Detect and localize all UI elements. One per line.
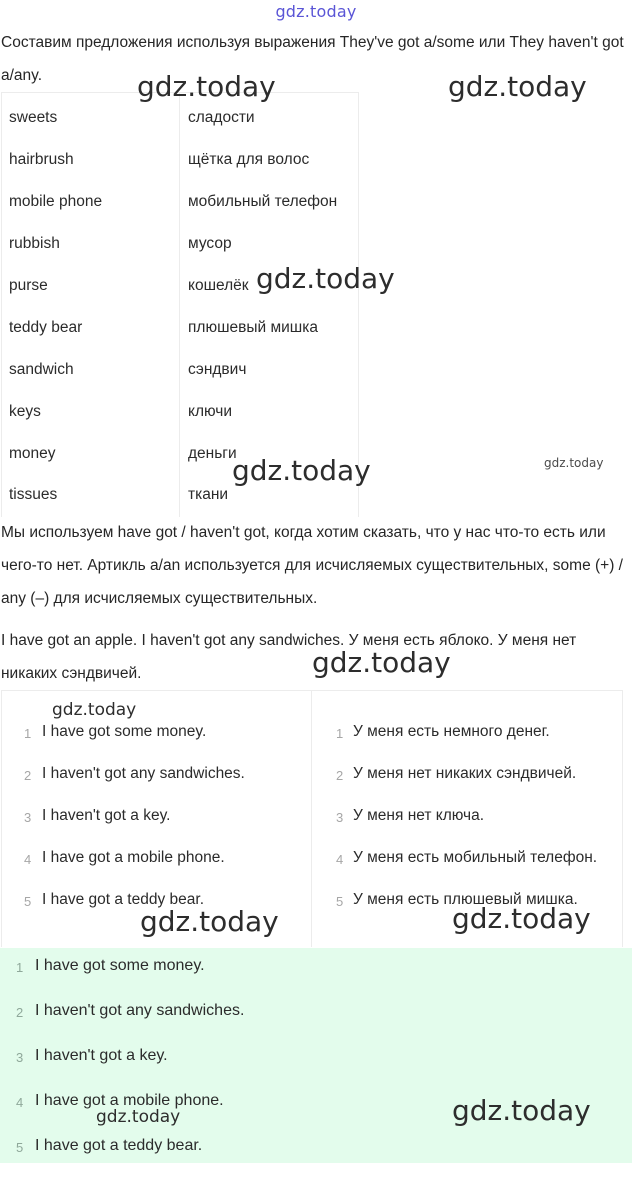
answer-number: 4 bbox=[16, 1095, 24, 1110]
list-item bbox=[0, 1047, 632, 1087]
russian-sentence: У меня нет никаких сэндвичей. bbox=[353, 765, 577, 782]
task-intro: Составим предложения используя выражения They've got a/some или They haven't got a/any. bbox=[1, 34, 624, 84]
table-row bbox=[2, 349, 358, 391]
table-row bbox=[2, 181, 358, 223]
russian-word: сэндвич bbox=[188, 361, 247, 378]
answer-text: I haven't got any sandwiches. bbox=[35, 1002, 245, 1019]
table-row bbox=[2, 765, 310, 805]
sentence-number: 1 bbox=[24, 726, 32, 741]
russian-sentence: У меня есть немного денег. bbox=[353, 723, 550, 740]
list-item bbox=[0, 1137, 632, 1177]
english-word: purse bbox=[9, 277, 48, 294]
russian-word: ключи bbox=[188, 403, 233, 420]
russian-word: деньги bbox=[188, 445, 237, 462]
answer-block bbox=[0, 948, 632, 1163]
watermark: gdz.today bbox=[452, 1094, 591, 1127]
english-word: mobile phone bbox=[9, 193, 103, 210]
russian-word: сладости bbox=[188, 109, 255, 126]
table-row bbox=[2, 223, 358, 265]
watermark: gdz.today bbox=[256, 262, 395, 295]
table-row bbox=[2, 307, 358, 349]
sentence-number: 4 bbox=[24, 852, 32, 867]
watermark: gdz.today bbox=[312, 646, 451, 679]
answer-number: 5 bbox=[16, 1140, 24, 1155]
english-word: hairbrush bbox=[9, 151, 74, 168]
sentence-number: 2 bbox=[24, 768, 32, 783]
watermark: gdz.today bbox=[232, 454, 371, 487]
answer-number: 1 bbox=[16, 960, 24, 975]
watermark: gdz.today bbox=[544, 456, 604, 470]
table-row bbox=[312, 849, 622, 889]
answer-text: I haven't got a key. bbox=[35, 1047, 168, 1064]
russian-sentence: У меня есть мобильный телефон. bbox=[353, 849, 598, 866]
english-sentence: I haven't got a key. bbox=[42, 807, 171, 824]
table-row bbox=[2, 391, 358, 433]
answer-text: I have got some money. bbox=[35, 957, 205, 974]
watermark: gdz.today bbox=[96, 1107, 181, 1127]
russian-word: плюшевый мишка bbox=[188, 319, 318, 336]
grammar-example: I have got an apple. I haven't got any sandwiches. У меня есть яблоко. У меня нет никаких сэндвичей. bbox=[1, 632, 577, 682]
watermark: gdz.today bbox=[452, 902, 591, 935]
list-item bbox=[0, 1002, 632, 1042]
english-sentence: I have got a mobile phone. bbox=[42, 849, 225, 866]
russian-word: кошелёк bbox=[188, 277, 249, 294]
english-word: rubbish bbox=[9, 235, 60, 252]
answer-number: 3 bbox=[16, 1050, 24, 1065]
answer-text: I have got a teddy bear. bbox=[35, 1137, 203, 1154]
table-row bbox=[312, 765, 622, 805]
english-sentence: I have got some money. bbox=[42, 723, 207, 740]
english-sentence: I haven't got any sandwiches. bbox=[42, 765, 245, 782]
english-sentence: I have got a teddy bear. bbox=[42, 891, 205, 908]
sentence-number: 1 bbox=[336, 726, 344, 741]
grammar-explanation: Мы используем have got / haven't got, когда хотим сказать, что у нас что-то есть или чего-то нет. Артикль a/an используется для исчисляемых существительных, some (+) / any (–) для исчисляемых существительных. bbox=[1, 524, 623, 607]
english-word: sandwich bbox=[9, 361, 74, 378]
russian-word: мусор bbox=[188, 235, 232, 252]
watermark: gdz.today bbox=[140, 905, 279, 938]
sentence-number: 2 bbox=[336, 768, 344, 783]
russian-word: мобильный телефон bbox=[188, 193, 338, 210]
table-row bbox=[312, 723, 622, 763]
table-row bbox=[2, 849, 310, 889]
english-word: keys bbox=[9, 403, 41, 420]
watermark: gdz.today bbox=[137, 70, 276, 103]
russian-word: ткани bbox=[188, 486, 229, 503]
table-row bbox=[2, 97, 358, 139]
watermark: gdz.today bbox=[448, 70, 587, 103]
list-item bbox=[0, 957, 632, 997]
table-row bbox=[2, 807, 310, 847]
english-word: teddy bear bbox=[9, 319, 83, 336]
watermark: gdz.today bbox=[52, 700, 137, 720]
table-row bbox=[2, 723, 310, 763]
english-word: tissues bbox=[9, 486, 58, 503]
answer-text: I have got a mobile phone. bbox=[35, 1092, 224, 1109]
english-word: sweets bbox=[9, 109, 58, 126]
sentence-number: 5 bbox=[336, 894, 344, 909]
russian-sentence: У меня нет ключа. bbox=[353, 807, 485, 824]
table-row bbox=[312, 807, 622, 847]
russian-word: щётка для волос bbox=[188, 151, 310, 168]
sentence-number: 5 bbox=[24, 894, 32, 909]
table-row bbox=[2, 139, 358, 181]
answer-number: 2 bbox=[16, 1005, 24, 1020]
site-logo[interactable]: gdz.today bbox=[275, 2, 357, 21]
sentence-number: 3 bbox=[336, 810, 344, 825]
english-word: money bbox=[9, 445, 56, 462]
russian-sentence: У меня есть плюшевый мишка. bbox=[353, 891, 578, 908]
sentence-number: 3 bbox=[24, 810, 32, 825]
sentence-number: 4 bbox=[336, 852, 344, 867]
